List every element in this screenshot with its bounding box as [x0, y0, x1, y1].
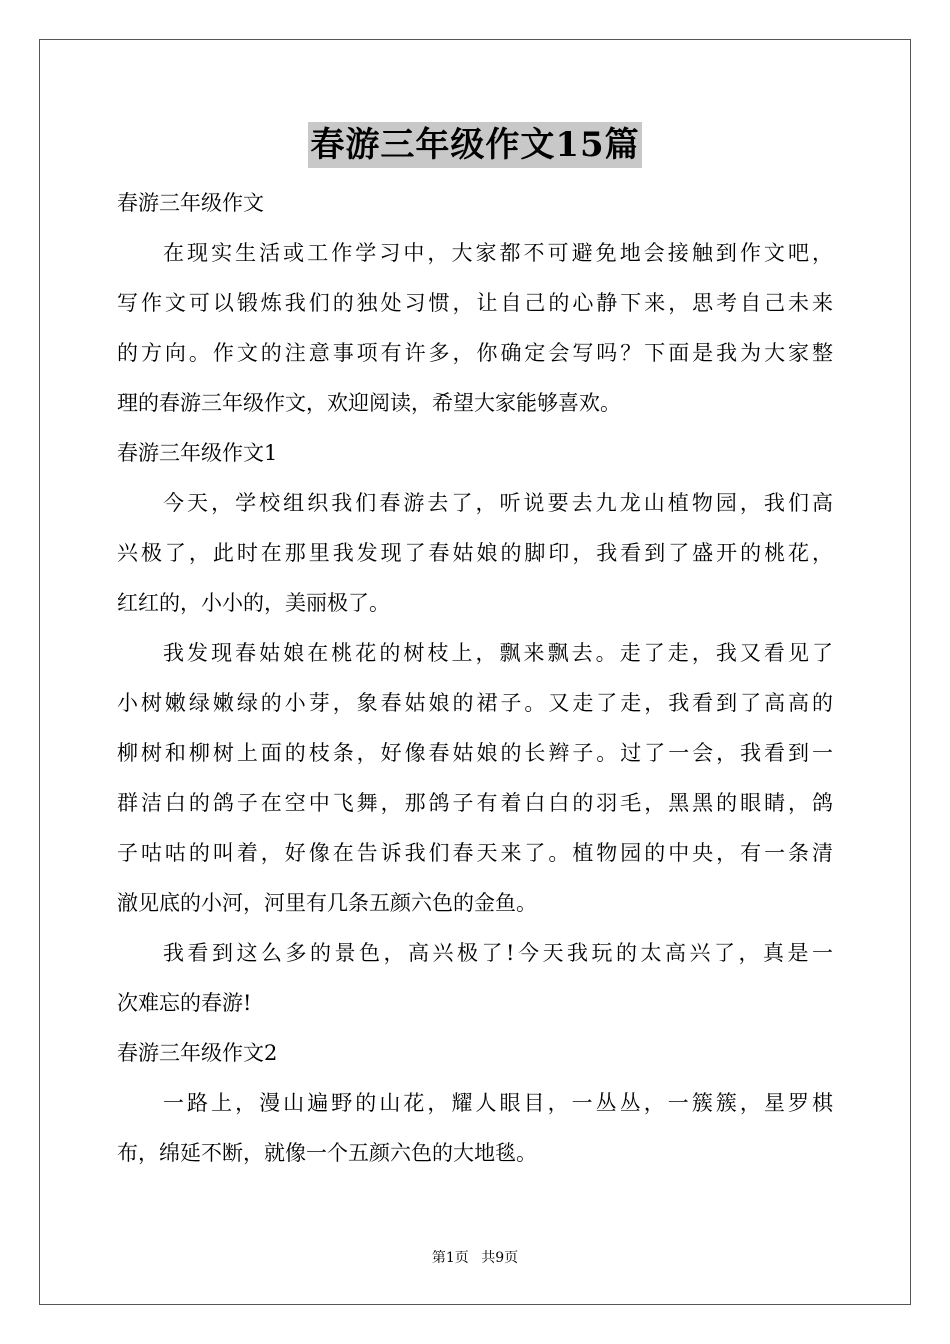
- paragraph-line: 我发现春姑娘在桃花的树枝上，飘来飘去。走了走，我又看见了: [163, 641, 833, 665]
- paragraph-line: 我看到这么多的景色，高兴极了!今天我玩的太高兴了，真是一: [163, 941, 833, 965]
- paragraph-line: 在现实生活或工作学习中，大家都不可避免地会接触到作文吧，: [163, 241, 833, 265]
- paragraph-line: 理的春游三年级作文，欢迎阅读，希望大家能够喜欢。: [117, 391, 621, 415]
- paragraph-line: 布，绵延不断，就像一个五颜六色的大地毯。: [117, 1141, 537, 1165]
- paragraph-line: 今天，学校组织我们春游去了，听说要去九龙山植物园，我们高: [163, 491, 833, 515]
- paragraph: [117, 928, 833, 1028]
- section-heading: 春游三年级作文2: [117, 1041, 278, 1065]
- paragraph-line: 群洁白的鸽子在空中飞舞，那鸽子有着白白的羽毛，黑黑的眼睛，鸽: [117, 791, 833, 815]
- paragraph-line: 子咕咕的叫着，好像在告诉我们春天来了。植物园的中央，有一条清: [117, 841, 833, 865]
- paragraph-line: 柳树和柳树上面的枝条，好像春姑娘的长辫子。过了一会，我看到一: [117, 741, 833, 765]
- section-heading: 春游三年级作文1: [117, 441, 278, 465]
- page-footer: [0, 1248, 950, 1268]
- paragraph-line: 的方向。作文的注意事项有许多，你确定会写吗？下面是我为大家整: [117, 341, 833, 365]
- title-container: [0, 122, 950, 168]
- paragraph: [117, 228, 833, 428]
- paragraph: [117, 1078, 833, 1178]
- paragraph-line: 红红的，小小的，美丽极了。: [117, 591, 390, 615]
- paragraph-line: 写作文可以锻炼我们的独处习惯，让自己的心静下来，思考自己未来: [117, 291, 833, 315]
- paragraph-line: 澈见底的小河，河里有几条五颜六色的金鱼。: [117, 891, 537, 915]
- paragraph-line: 兴极了，此时在那里我发现了春姑娘的脚印，我看到了盛开的桃花，: [117, 541, 833, 565]
- paragraph-line: 小树嫩绿嫩绿的小芽，象春姑娘的裙子。又走了走，我看到了高高的: [117, 691, 833, 715]
- section-heading: 春游三年级作文: [117, 191, 264, 215]
- page-total: 共9页: [481, 1250, 519, 1266]
- paragraph-line: 次难忘的春游!: [117, 991, 252, 1015]
- paragraph: [117, 628, 833, 928]
- document-title: 春游三年级作文15篇: [308, 122, 641, 168]
- document-body: [117, 178, 833, 1178]
- paragraph: [117, 478, 833, 628]
- paragraph-line: 一路上，漫山遍野的山花，耀人眼目，一丛丛，一簇簇，星罗棋: [163, 1091, 833, 1115]
- page-number: 第1页: [431, 1250, 469, 1266]
